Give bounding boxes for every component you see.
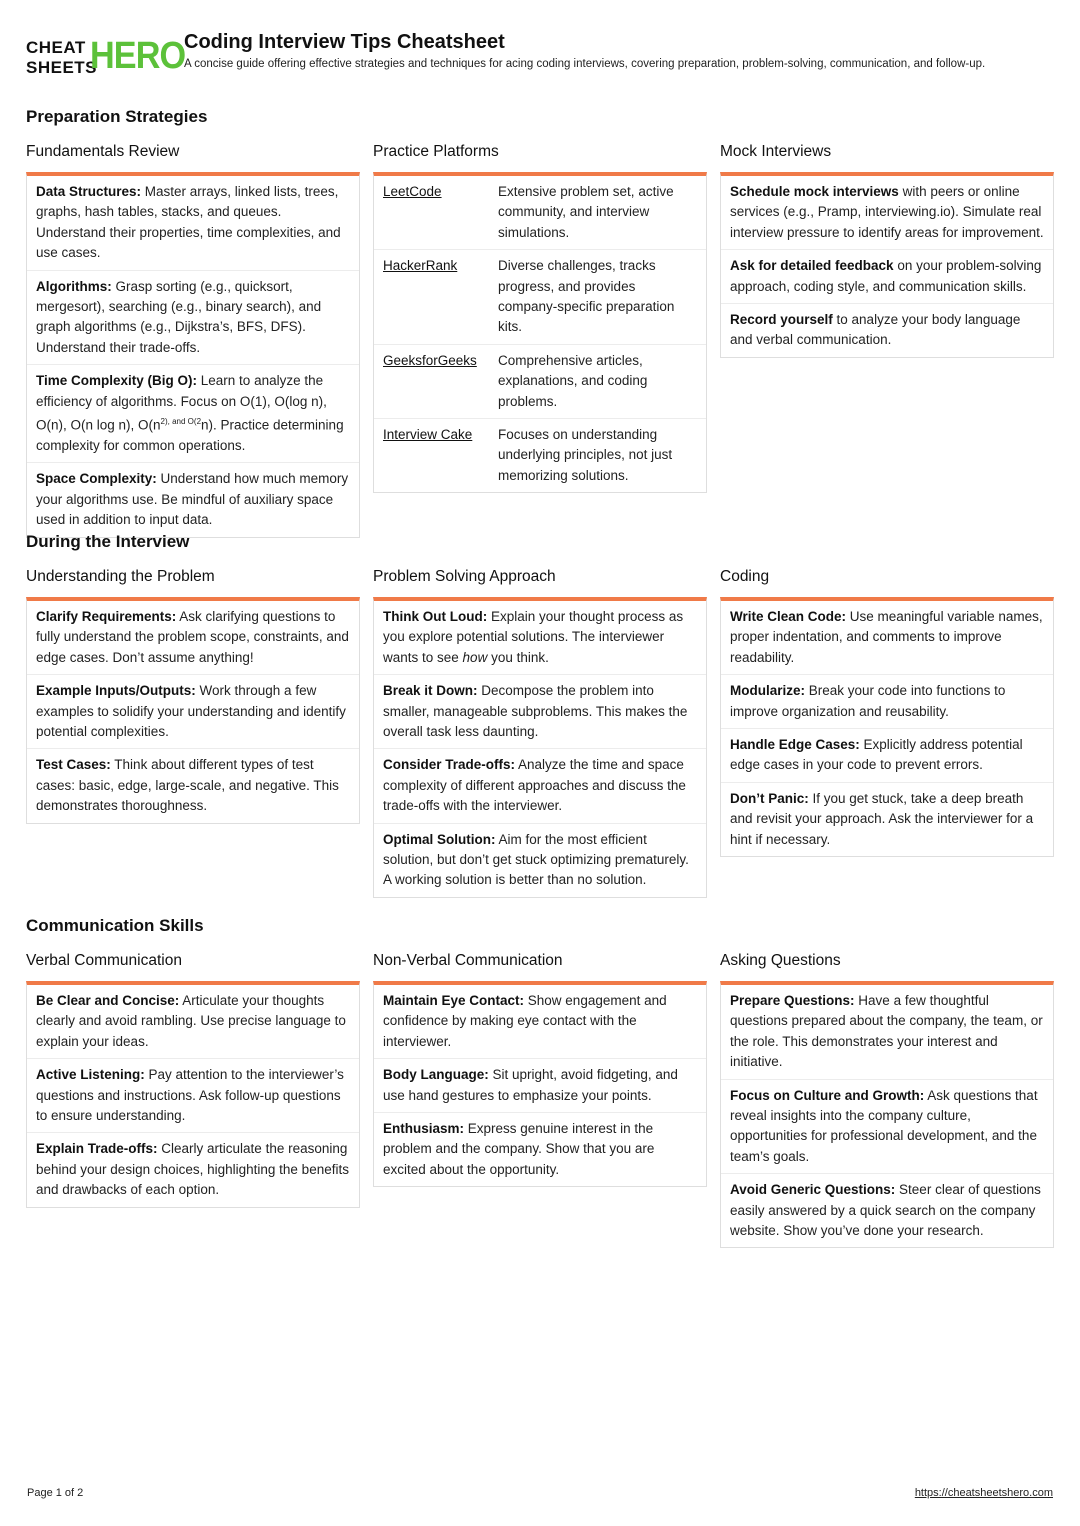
table-row bbox=[374, 250, 706, 345]
item-text: Explain your thought process as you explore potential solutions. The interviewer wants to see bbox=[383, 609, 684, 665]
item-text: Sit upright, avoid fidgeting, and use hand gestures to emphasize your points. bbox=[383, 1067, 678, 1103]
item-text: Express genuine interest in the problem and the company. Show that you are excited about the opportunity. bbox=[383, 1121, 655, 1177]
item-term: Be Clear and Concise: bbox=[36, 993, 180, 1008]
item-term: Break it Down: bbox=[383, 683, 478, 699]
logo-cheat: CHEAT bbox=[26, 38, 86, 57]
list-item bbox=[27, 601, 359, 675]
list-item bbox=[27, 365, 359, 463]
item-text: Decompose the problem into smaller, manageable subproblems. This makes the overall task less daunting. bbox=[383, 683, 688, 740]
item-term: Prepare Questions: bbox=[730, 993, 855, 1008]
item-term: Example Inputs/Outputs: bbox=[36, 683, 196, 699]
list-item bbox=[721, 783, 1053, 856]
item-term: Write Clean Code: bbox=[730, 609, 847, 624]
list-item bbox=[374, 1113, 706, 1186]
card-understanding bbox=[26, 597, 360, 824]
list-item bbox=[374, 824, 706, 897]
section-title-communication: Communication Skills bbox=[26, 916, 204, 935]
item-text: Ask questions that reveal insights into the company culture, opportunities for professional development, and the team’s goals. bbox=[730, 1087, 1038, 1164]
card-title-mock: Mock Interviews bbox=[720, 143, 832, 160]
list-item bbox=[374, 675, 706, 749]
footer-link[interactable]: https://cheatsheetshero.com bbox=[914, 1487, 1053, 1499]
item-term: Data Structures: bbox=[36, 184, 142, 199]
item-term: Ask for detailed feedback bbox=[730, 258, 894, 274]
item-text: Pay attention to the interviewer’s questions and instructions. Ask follow-up questions to ensure understanding. bbox=[36, 1067, 344, 1124]
list-item bbox=[374, 985, 706, 1059]
item-text: Break your code into functions to improve organization and reusability. bbox=[730, 683, 1006, 719]
page-subtitle: A concise guide offering effective strategies and techniques for acing coding interviews, covering preparation, problem-solving, communication, and follow-up. bbox=[184, 58, 986, 70]
item-text: Master arrays, linked lists, trees, graphs, hash tables, stacks, and queues. Understand their properties, time complexities, and use cases. bbox=[36, 184, 341, 261]
list-item bbox=[721, 1174, 1053, 1247]
card-title-understanding: Understanding the Problem bbox=[26, 568, 215, 585]
platform-link-geeksforgeeks[interactable]: GeeksforGeeks bbox=[383, 352, 477, 368]
item-term: Optimal Solution: bbox=[383, 831, 496, 847]
logo-sheets: SHEETS bbox=[26, 58, 98, 77]
item-term: Consider Trade-offs: bbox=[383, 757, 516, 773]
item-term: Enthusiasm: bbox=[383, 1121, 465, 1137]
item-text: Understand how much memory your algorithms use. Be mindful of auxiliary space used in addition to input data. bbox=[36, 471, 349, 528]
card-title-nonverbal: Non-Verbal Communication bbox=[373, 952, 563, 969]
platform-desc: Comprehensive articles, explanations, and coding problems. bbox=[498, 352, 648, 409]
list-item bbox=[374, 1059, 706, 1113]
card-nonverbal bbox=[373, 981, 707, 1187]
item-text: Analyze the time and space complexity of different approaches and discuss the trade-offs with the interviewer. bbox=[383, 757, 686, 814]
item-term: Think Out Loud: bbox=[383, 609, 488, 624]
platform-link-hackerrank[interactable]: HackerRank bbox=[383, 258, 458, 274]
card-platforms bbox=[373, 172, 707, 493]
item-term: Active Listening: bbox=[36, 1067, 145, 1083]
card-title-approach: Problem Solving Approach bbox=[373, 568, 556, 585]
item-text: If you get stuck, take a deep breath and revisit your approach. Ask the interviewer for a hint if necessary. bbox=[730, 790, 1034, 847]
item-term: Record yourself bbox=[730, 312, 833, 328]
item-term: Don’t Panic: bbox=[730, 790, 809, 806]
list-item bbox=[374, 749, 706, 823]
item-text: Clearly articulate the reasoning behind your design choices, highlighting the benefits and drawbacks of each option. bbox=[36, 1141, 349, 1198]
item-text: Have a few thoughtful questions prepared about the company, the team, or the role. This demonstrates your interest and initiative. bbox=[730, 993, 1043, 1070]
page-header bbox=[26, 30, 1056, 90]
list-item bbox=[27, 176, 359, 271]
item-text: Work through a few examples to solidify your understanding and identify potential complexities. bbox=[36, 683, 346, 740]
card-verbal bbox=[26, 981, 360, 1208]
logo-hero: HERO bbox=[90, 35, 186, 77]
item-text: Grasp sorting (e.g., quicksort, mergesort), searching (e.g., binary search), and graph algorithms (e.g., Dijkstra’s, BFS, DFS). Understand their trade-offs. bbox=[36, 278, 322, 355]
item-term: Avoid Generic Questions: bbox=[730, 1182, 896, 1198]
card-title-platforms: Practice Platforms bbox=[373, 143, 499, 160]
item-term: Space Complexity: bbox=[36, 471, 157, 487]
card-title-verbal: Verbal Communication bbox=[26, 952, 182, 969]
item-term: Focus on Culture and Growth: bbox=[730, 1087, 925, 1103]
list-item bbox=[27, 1133, 359, 1206]
item-term: Explain Trade-offs: bbox=[36, 1141, 158, 1157]
item-text: on your problem-solving approach, coding style, and communication skills. bbox=[730, 258, 1042, 294]
list-item bbox=[27, 463, 359, 536]
platform-link-interview-cake[interactable]: Interview Cake bbox=[383, 427, 473, 443]
platform-desc: Extensive problem set, active community, and interview simulations. bbox=[498, 184, 674, 240]
item-text: with peers or online services (e.g., Pramp, interviewing.io). Simulate real interview pressure to identify areas for improvement. bbox=[730, 184, 1044, 240]
card-mock-interviews bbox=[720, 172, 1054, 358]
page-title: Coding Interview Tips Cheatsheet bbox=[184, 31, 505, 53]
table-row bbox=[374, 345, 706, 419]
list-item bbox=[721, 250, 1053, 304]
card-fundamentals bbox=[26, 172, 360, 538]
item-term: Clarify Requirements: bbox=[36, 609, 177, 624]
card-title-questions: Asking Questions bbox=[720, 952, 841, 969]
list-item bbox=[27, 1059, 359, 1133]
item-text: to analyze your body language and verbal communication. bbox=[730, 312, 1021, 348]
list-item bbox=[721, 176, 1053, 250]
table-row bbox=[374, 176, 706, 250]
card-problem-solving bbox=[373, 597, 707, 898]
item-text: Show engagement and confidence by making eye contact with the interviewer. bbox=[383, 993, 667, 1049]
item-term: Body Language: bbox=[383, 1067, 489, 1083]
card-title-coding: Coding bbox=[720, 568, 770, 585]
list-item bbox=[27, 749, 359, 822]
item-text: Learn to analyze the efficiency of algorithms. Focus on O(1), O(log n), O(n), O(n log n), O(n bbox=[36, 373, 327, 433]
cheatsheetshero-logo[interactable] bbox=[26, 34, 186, 78]
platform-desc: Diverse challenges, tracks progress, and provides company-specific preparation kits. bbox=[498, 258, 675, 335]
table-row bbox=[374, 419, 706, 492]
list-item bbox=[721, 1080, 1053, 1175]
section-title-during: During the Interview bbox=[26, 532, 190, 551]
item-term: Test Cases: bbox=[36, 757, 111, 773]
item-text: Steer clear of questions easily answered by a quick search on the company website. Show you’ve done your research. bbox=[730, 1182, 1041, 1239]
item-emphasis: how bbox=[462, 649, 488, 665]
item-text: Explicitly address potential edge cases in your code to prevent errors. bbox=[730, 737, 1023, 773]
card-title-fundamentals: Fundamentals Review bbox=[26, 143, 180, 160]
item-text: Use meaningful variable names, proper indentation, and comments to improve readability. bbox=[730, 609, 1043, 665]
item-term: Time Complexity (Big O): bbox=[36, 373, 198, 389]
list-item bbox=[27, 675, 359, 749]
card-asking-questions bbox=[720, 981, 1054, 1248]
item-term: Handle Edge Cases: bbox=[730, 737, 860, 753]
superscript: 2), and O(2 bbox=[160, 417, 202, 427]
item-text: you think. bbox=[487, 649, 549, 665]
item-text: n). Practice determining complexity for common operations. bbox=[36, 417, 344, 453]
list-item bbox=[721, 675, 1053, 729]
platform-link-leetcode[interactable]: LeetCode bbox=[383, 184, 442, 199]
item-term: Modularize: bbox=[730, 683, 806, 699]
list-item bbox=[721, 985, 1053, 1080]
page-number: Page 1 of 2 bbox=[27, 1487, 84, 1499]
item-text: Think about different types of test cases: basic, edge, large-scale, and negative. This demonstrates thoroughness. bbox=[36, 757, 339, 814]
list-item bbox=[721, 304, 1053, 357]
item-text: Ask clarifying questions to fully understand the problem scope, constraints, and edge cases. Don’t assume anything! bbox=[36, 609, 349, 665]
item-term: Maintain Eye Contact: bbox=[383, 993, 525, 1008]
list-item bbox=[721, 729, 1053, 783]
item-term: Schedule mock interviews bbox=[730, 184, 899, 199]
section-title-preparation: Preparation Strategies bbox=[26, 107, 208, 126]
platform-desc: Focuses on understanding underlying principles, not just memorizing solutions. bbox=[498, 427, 673, 483]
item-text: Articulate your thoughts clearly and avoid rambling. Use precise language to explain your ideas. bbox=[36, 993, 346, 1049]
list-item bbox=[27, 985, 359, 1059]
list-item bbox=[27, 271, 359, 366]
list-item bbox=[721, 601, 1053, 675]
card-coding bbox=[720, 597, 1054, 857]
item-term: Algorithms: bbox=[36, 278, 112, 294]
list-item bbox=[374, 601, 706, 675]
item-text: Aim for the most efficient solution, but don’t get stuck optimizing prematurely. A working solution is better than no solution. bbox=[383, 831, 689, 888]
